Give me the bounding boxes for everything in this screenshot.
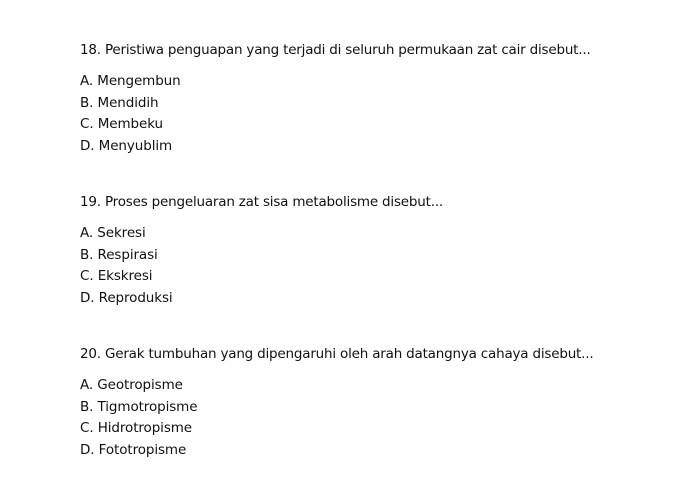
option-a: A. Mengembun <box>80 73 181 89</box>
option-d: D. Reproduksi <box>80 290 173 307</box>
question-20 <box>80 344 680 462</box>
option-b: B. Mendidih <box>80 94 159 111</box>
option-c: C. Membeku <box>80 116 163 133</box>
option-a: A. Geotropisme <box>80 377 183 393</box>
question-stem: 18. Peristiwa penguapan yang terjadi di seluruh permukaan zat cair disebut... <box>80 42 591 58</box>
question-stem: 20. Gerak tumbuhan yang dipengaruhi oleh arah datangnya cahaya disebut... <box>80 346 594 362</box>
option-a: A. Sekresi <box>80 225 146 241</box>
option-c: C. Hidrotropisme <box>80 420 193 437</box>
answer-options <box>80 71 680 158</box>
option-b: B. Respirasi <box>80 246 158 263</box>
option-d: D. Menyublim <box>80 138 173 155</box>
question-stem: 19. Proses pengeluaran zat sisa metabolisme disebut... <box>80 194 444 210</box>
option-b: B. Tigmotropisme <box>80 398 198 415</box>
question-19 <box>80 192 680 310</box>
option-d: D. Fototropisme <box>80 442 187 459</box>
option-c: C. Ekskresi <box>80 268 153 285</box>
answer-options <box>80 375 680 462</box>
answer-options <box>80 223 680 310</box>
question-18 <box>80 40 680 158</box>
